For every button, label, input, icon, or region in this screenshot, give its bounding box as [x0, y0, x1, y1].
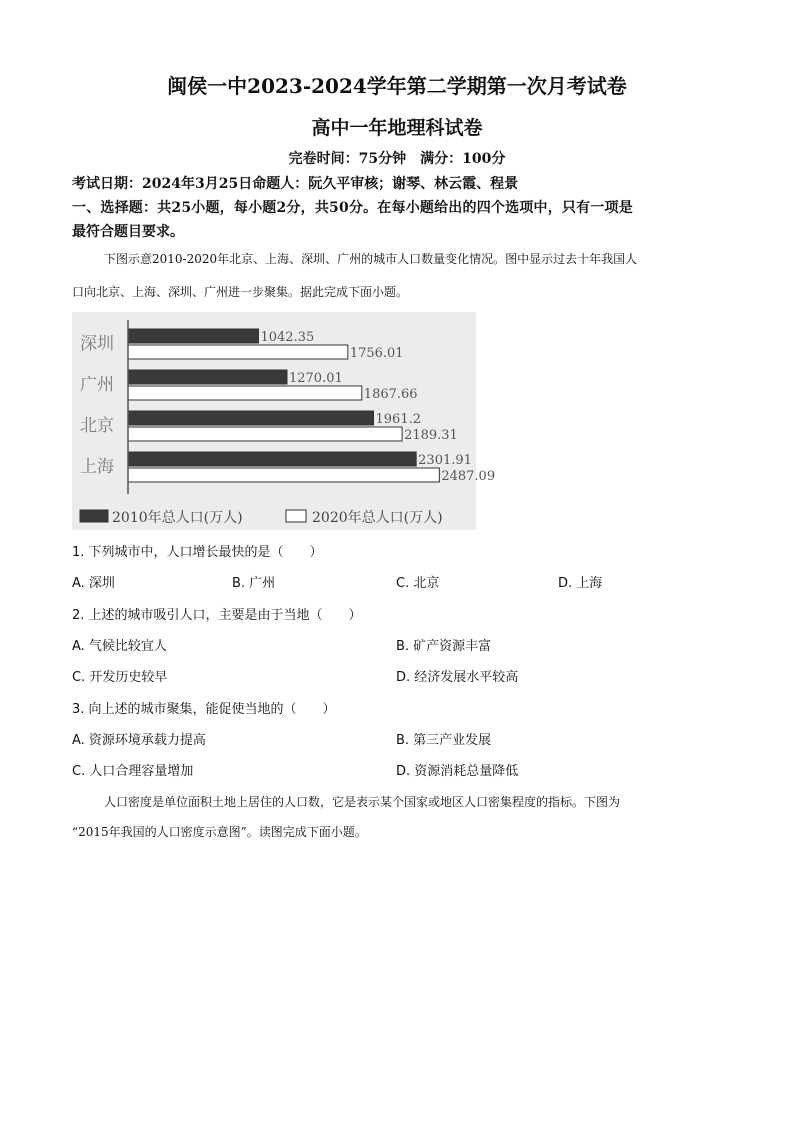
legend-swatch-2010 [80, 510, 108, 522]
legend-label-2020: 2020年总人口(万人) [312, 510, 443, 526]
intro2-paragraph-line2: “2015年我国的人口密度示意图”。读图完成下面小题。 [72, 825, 367, 839]
question-1-option-d[interactable]: D. 上海 [558, 576, 603, 591]
intro-paragraph-line2: 口向北京、上海、深圳、广州进一步聚集。据此完成下面小题。 [72, 285, 409, 299]
question-1-option-b[interactable]: B. 广州 [232, 576, 276, 591]
question-1-option-a[interactable]: A. 深圳 [72, 576, 115, 591]
data-label: 2301.91 [418, 453, 472, 468]
population-bar-chart [72, 312, 496, 530]
question-1-stem: 1. 下列城市中，人口增长最快的是（ ） [72, 545, 323, 560]
bar [128, 427, 402, 441]
section-heading-line2: 最符合题目要求。 [72, 224, 184, 240]
bar [128, 345, 348, 359]
question-1-option-c[interactable]: C. 北京 [396, 576, 440, 591]
category-label: 北京 [80, 416, 114, 436]
legend-label-2010: 2010年总人口(万人) [112, 510, 243, 526]
question-3-option-d[interactable]: D. 资源消耗总量降低 [396, 764, 519, 779]
category-label: 上海 [80, 457, 114, 477]
data-label: 1270.01 [288, 371, 343, 386]
bar [128, 386, 362, 400]
bar [128, 452, 416, 466]
bar [128, 468, 439, 482]
question-3-option-c[interactable]: C. 人口合理容量增加 [72, 764, 194, 779]
question-2-stem: 2. 上述的城市吸引人口，主要是由于当地（ ） [72, 608, 362, 623]
exam-subtitle: 高中一年地理科试卷 [311, 117, 483, 139]
question-3-option-b[interactable]: B. 第三产业发展 [396, 733, 492, 748]
exam-time-score: 完卷时间：75分钟 满分：100分 [288, 151, 506, 167]
exam-info: 考试日期：2024年3月25日命题人：阮久平审核；谢琴、林云霞、程景 [72, 176, 519, 192]
bar [128, 329, 258, 343]
data-label: 1867.66 [363, 387, 418, 402]
data-label: 1756.01 [349, 346, 404, 361]
question-2-option-c[interactable]: C. 开发历史较早 [72, 670, 168, 685]
question-3-stem: 3. 向上述的城市聚集，能促使当地的（ ） [72, 702, 336, 717]
section-heading-line1: 一、选择题：共25小题，每小题2分，共50分。在每小题给出的四个选项中，只有一项是 [72, 200, 633, 216]
data-label: 2189.31 [404, 428, 458, 443]
data-label: 1961.2 [375, 412, 422, 427]
category-label: 深圳 [80, 334, 114, 354]
intro-paragraph-line1: 下图示意2010-2020年北京、上海、深圳、广州的城市人口数量变化情况。图中显示过去十年我国人 [104, 252, 638, 266]
question-2-option-b[interactable]: B. 矿产资源丰富 [396, 639, 492, 654]
intro2-paragraph-line1: 人口密度是单位面积土地上居住的人口数，它是表示某个国家或地区人口密集程度的指标。下图为 [104, 795, 621, 809]
data-label: 1042.35 [260, 330, 315, 345]
exam-title: 闽侯一中2023-2024学年第二学期第一次月考试卷 [167, 74, 627, 98]
question-3-option-a[interactable]: A. 资源环境承载力提高 [72, 733, 206, 748]
bar [128, 411, 374, 425]
bar [128, 370, 287, 384]
category-label: 广州 [80, 375, 114, 395]
question-2-option-a[interactable]: A. 气候比较宜人 [72, 639, 167, 654]
data-label: 2487.09 [441, 469, 496, 484]
legend-swatch-2020 [286, 510, 306, 522]
question-2-option-d[interactable]: D. 经济发展水平较高 [396, 670, 519, 685]
